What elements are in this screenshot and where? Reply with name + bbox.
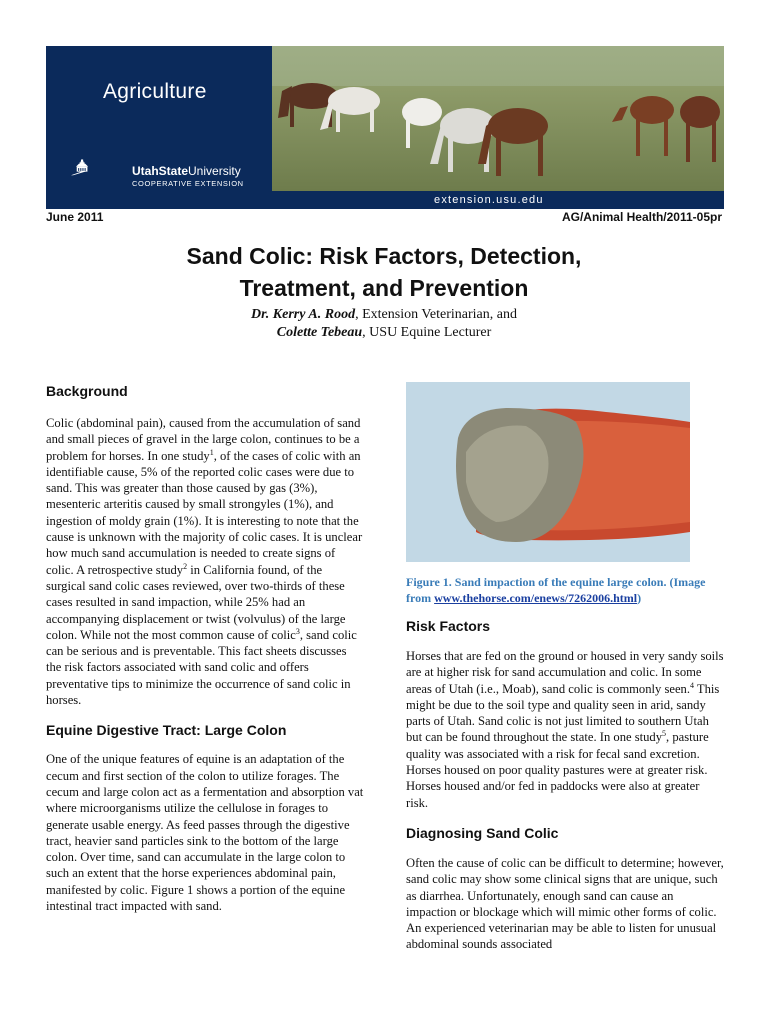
right-column bbox=[406, 618, 724, 953]
header-banner bbox=[46, 46, 724, 209]
title-line-2: Treatment, and Prevention bbox=[239, 275, 529, 301]
horses-photo bbox=[272, 46, 724, 191]
logo-wordmark: UtahStateUniversity bbox=[132, 164, 241, 178]
title-line-1: Sand Colic: Risk Factors, Detection, bbox=[186, 243, 582, 269]
diagnosing-paragraph: Often the cause of colic can be difficult to determine; however, sand colic may show some clinical signs that are unique, such as diarrhea. Unfortunately, enough sand can cause an impaction or blockage which will mimic other forms of colic. An experienced veterinarian may be able to listen for unusual abdominal sounds associated bbox=[406, 855, 724, 952]
heading-diagnosing: Diagnosing Sand Colic bbox=[406, 824, 559, 841]
usu-logo-icon bbox=[71, 142, 131, 192]
figure-caption: Figure 1. Sand impaction of the equine large colon. (Image from www.thehorse.com/enews/7262006.html) bbox=[406, 575, 706, 605]
left-column bbox=[46, 380, 364, 914]
figure-sand-impaction bbox=[406, 382, 690, 562]
banner-title: Agriculture bbox=[103, 80, 207, 103]
logo-subtitle: COOPERATIVE EXTENSION bbox=[132, 179, 244, 188]
heading-digestive-tract: Equine Digestive Tract: Large Colon bbox=[46, 722, 287, 739]
author-1: Dr. Kerry A. Rood, Extension Veterinarian, and bbox=[251, 307, 517, 322]
authors bbox=[0, 306, 768, 342]
heading-background: Background bbox=[46, 383, 128, 399]
author-2: Colette Tebeau, USU Equine Lecturer bbox=[276, 325, 492, 340]
extension-url[interactable]: extension.usu.edu bbox=[434, 194, 544, 206]
publication-date: June 2011 bbox=[46, 210, 104, 224]
risk-paragraph: Horses that are fed on the ground or housed in very sandy soils are at higher risk for sand accumulation and colic. In some areas of Utah (i.e., Moab), sand colic is commonly seen.$^4$ This might be due to the soil type and quality seen in arid, sandy parts of Utah. Sand colic is not just limited to southern Utah but can be found throughout the state. In one study$^5$, pasture quality was associated with a risk for fecal sand excretion. Horses housed on poor quality pastures were at greater risk. Horses housed and/or fed in paddocks were also at greater risk. bbox=[406, 649, 724, 810]
digestive-paragraph: One of the unique features of equine is an adaptation of the cecum and first section of the colon to utilize forages. The cecum and large colon act as a fermentation and absorption vat where microorganisms utilize the cellulose in forages to generate usable energy. As feed passes through the digestive tract, heavier sand particles sink to the bottom of the large colon. Over time, sand can accumulate in the large colon to such an extent that the horse experiences abdominal pain, manifested by colic. Figure 1 shows a portion of the equine intestinal tract impacted with sand. bbox=[46, 752, 364, 914]
page-title bbox=[0, 240, 768, 304]
heading-risk-factors: Risk Factors bbox=[406, 618, 491, 634]
background-paragraph: Colic (abdominal pain), caused from the accumulation of sand and small pieces of gravel in the large colon, continues to be a problem for horses. In one study$^1$, of the cases of colic with an identifiable cause, 5% of the reported colic cases were due to sand. This was greater than those caused by gas (3%), mesenteric arteritis caused by small strongyles (1%), and ingestion of moldy grain (1%). It is interesting to note that the cause is unknown with the majority of colic cases. It is unclear how much sand accumulation is needed to create signs of colic. A retrospective study$^2$ in California found, of the surgical sand colic cases reviewed, over two-thirds of these cases resulted in sand impaction, while 25% had an accompanying displacement or twist (volvulus) of the large colon. While not the most common cause of colic$^3$, sand colic can be serious and is preventable. This fact sheets discusses the risk factors associated with sand colic and offers preventative tips to minimize the occurrence of sand colic in horses. bbox=[46, 416, 363, 708]
figure-source-link[interactable]: www.thehorse.com/enews/7262006.html bbox=[434, 590, 638, 605]
publication-code: AG/Animal Health/2011-05pr bbox=[561, 210, 722, 224]
